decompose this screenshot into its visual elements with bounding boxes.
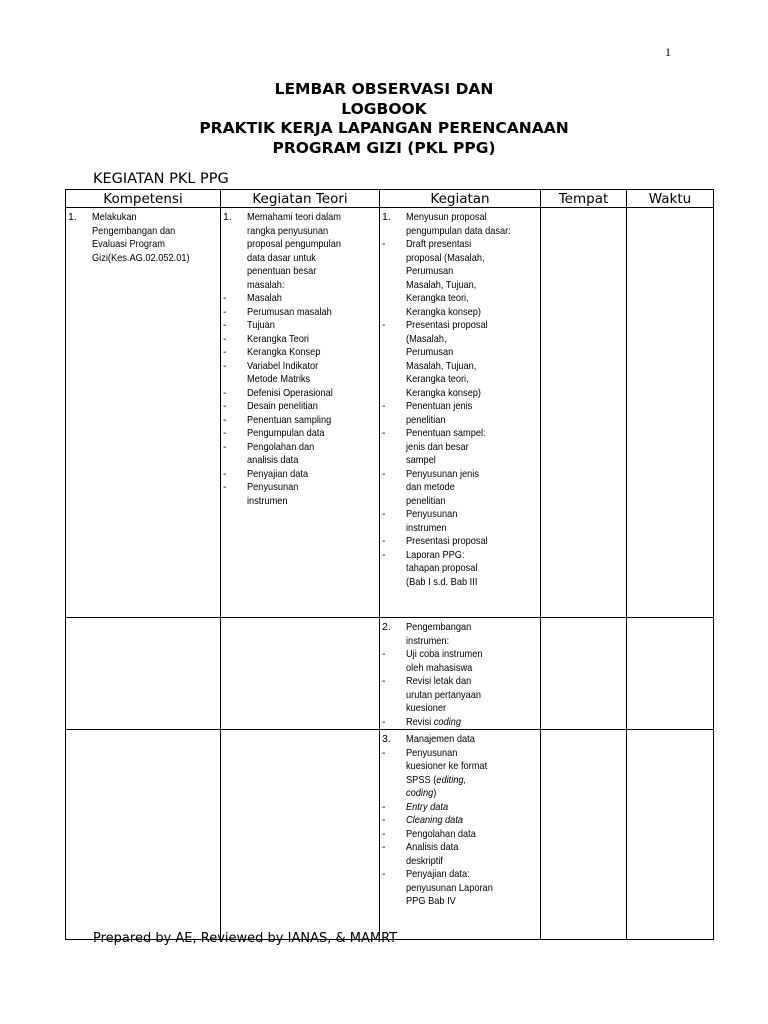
text-line: Metode Matriks <box>247 373 311 385</box>
text-line: Menyusun proposal <box>406 211 487 223</box>
list-item <box>382 801 538 815</box>
cell-waktu <box>627 730 714 940</box>
list-item <box>223 387 377 401</box>
list-item <box>223 360 377 387</box>
text-line: Variabel Indikator <box>247 359 319 372</box>
bullet-dash: - <box>223 467 227 480</box>
bullet-dash: - <box>223 319 227 331</box>
bullet-dash: - <box>223 332 227 345</box>
list-item <box>382 535 538 549</box>
text-line: Pengembangan <box>406 621 472 633</box>
text-line <box>406 716 537 730</box>
bullet-dash: - <box>223 305 227 318</box>
list-item <box>382 319 538 400</box>
item-number: 2. <box>382 621 391 633</box>
table-row <box>66 730 714 940</box>
text-line: Penentuan sampel: <box>406 427 486 439</box>
text-segment-italic: coding <box>406 787 434 799</box>
bullet-dash: - <box>382 319 386 331</box>
text-line: urutan pertanyaan <box>406 688 482 701</box>
text-line: Kerangka Konsep <box>247 346 321 358</box>
list-item <box>382 841 538 868</box>
bullet-dash: - <box>382 400 386 412</box>
cell-kegiatan-teori <box>221 208 380 618</box>
text-line: Penyusunan <box>247 481 299 493</box>
column-header-kegiatan: Kegiatan <box>380 190 541 208</box>
text-line: Perumusan <box>406 265 454 277</box>
cell-tempat <box>541 618 627 730</box>
text-line <box>406 774 537 788</box>
cell-kompetensi <box>66 618 221 730</box>
bullet-dash: - <box>382 827 386 840</box>
list-item <box>223 292 377 306</box>
bullet-dash: - <box>382 841 386 853</box>
text-line: Penentuan sampling <box>247 413 332 426</box>
text-line: Masalah, Tujuan, <box>406 278 477 291</box>
list-item <box>382 468 538 509</box>
text-line: Masalah, Tujuan, <box>406 359 477 372</box>
table-row <box>66 618 714 730</box>
column-header-kegiatan-teori: Kegiatan Teori <box>221 190 380 208</box>
list-item <box>223 414 377 428</box>
text-line: PPG Bab IV <box>406 895 456 907</box>
document-title <box>60 80 708 158</box>
text-line: oleh mahasiswa <box>406 661 473 674</box>
text-line: Uji coba instrumen <box>406 648 483 660</box>
cell-tempat <box>541 208 627 618</box>
text-line: Entry data <box>406 800 449 813</box>
cell-kegiatan <box>380 208 541 618</box>
text-line: Penyusunan <box>406 508 458 520</box>
list-item <box>223 346 377 360</box>
cell-waktu <box>627 208 714 618</box>
text-line: Penyajian data: <box>406 868 470 880</box>
text-line: Penentuan jenis <box>406 400 473 412</box>
text-line: (Masalah, <box>406 332 447 345</box>
text-line: Manajemen data <box>406 733 475 745</box>
table-header-row <box>66 190 714 208</box>
text-segment-italic: editing, <box>436 773 467 786</box>
text-line: proposal pengumpulan <box>247 238 342 250</box>
bullet-list <box>382 828 538 909</box>
list-item <box>382 747 538 801</box>
text-line: Kerangka teori, <box>406 292 469 304</box>
bullet-dash: - <box>223 292 227 304</box>
bullet-dash: - <box>223 481 227 493</box>
bullet-dash: - <box>382 548 386 561</box>
title-line: PROGRAM GIZI (PKL PPG) <box>272 138 496 157</box>
text-line: Cleaning data <box>406 814 464 826</box>
bullet-dash: - <box>382 467 386 480</box>
text-line: Pengolahan dan <box>247 440 315 453</box>
cell-kegiatan <box>380 730 541 940</box>
page-number: 1 <box>665 45 671 59</box>
bullet-dash: - <box>223 413 227 426</box>
text-line: penelitian <box>406 494 446 507</box>
cell-kegiatan <box>380 618 541 730</box>
cell-kegiatan-teori <box>221 730 380 940</box>
cell-waktu <box>627 618 714 730</box>
table-row <box>66 208 714 618</box>
bullet-dash: - <box>382 648 386 660</box>
text-line: Gizi(Kes.AG.02.052.01) <box>92 251 190 264</box>
section-heading: KEGIATAN PKL PPG <box>93 171 229 187</box>
bullet-list <box>382 238 538 589</box>
list-item <box>223 319 377 333</box>
list-item <box>382 716 538 730</box>
text-line: Desain penelitian <box>247 400 318 412</box>
list-item <box>382 238 538 319</box>
text-line: penelitian <box>406 413 446 426</box>
text-line <box>406 787 537 801</box>
text-line: instrumen <box>406 521 447 534</box>
text-line: Penyusunan jenis <box>406 467 479 480</box>
list-item <box>382 427 538 468</box>
column-header-waktu: Waktu <box>627 190 714 208</box>
column-header-tempat: Tempat <box>541 190 627 208</box>
text-line: Penyusunan <box>406 746 458 759</box>
bullet-dash: - <box>223 440 227 453</box>
text-line: instrumen: <box>406 634 450 647</box>
bullet-dash: - <box>382 427 386 439</box>
list-item <box>382 648 538 675</box>
text-line: instrumen <box>247 494 288 507</box>
item-number: 1. <box>382 211 391 223</box>
text-line: rangka penyusunan <box>247 224 329 237</box>
text-line: kuesioner ke format <box>406 760 488 772</box>
list-item <box>382 814 538 828</box>
text-line: pengumpulan data dasar: <box>406 224 511 237</box>
bullet-list <box>382 648 538 716</box>
text-segment: ) <box>433 787 437 799</box>
bullet-dash: - <box>382 868 386 880</box>
text-line: data dasar untuk <box>247 251 316 264</box>
text-line: Masalah <box>247 292 282 304</box>
list-item <box>382 828 538 842</box>
list-item <box>223 306 377 320</box>
item-number: 3. <box>382 733 391 745</box>
text-line: Pengembangan dan <box>92 224 176 237</box>
text-line: Presentasi proposal <box>406 319 488 331</box>
list-item <box>382 868 538 909</box>
list-item <box>382 675 538 716</box>
text-line: Pengumpulan data <box>247 427 325 439</box>
cell-kompetensi <box>66 208 221 618</box>
text-line: Penyajian data <box>247 467 309 480</box>
list-item <box>223 468 377 482</box>
bullet-dash: - <box>223 359 227 372</box>
text-line: Presentasi proposal <box>406 535 488 547</box>
list-item <box>223 441 377 468</box>
logbook-table <box>65 189 714 940</box>
text-segment: Revisi <box>406 715 434 728</box>
bullet-dash: - <box>382 238 386 250</box>
text-line: penyusunan Laporan <box>406 881 493 894</box>
list-item <box>223 400 377 414</box>
column-header-kompetensi: Kompetensi <box>66 190 221 208</box>
bullet-dash: - <box>223 386 227 399</box>
title-line: PRAKTIK KERJA LAPANGAN PERENCANAAN <box>199 119 569 137</box>
bullet-dash: - <box>382 800 386 813</box>
list-item <box>223 333 377 347</box>
bullet-dash: - <box>223 346 227 358</box>
text-line: kuesioner <box>406 702 447 714</box>
text-line: deskriptif <box>406 854 443 867</box>
bullet-dash: - <box>382 508 386 520</box>
footer-credits: Prepared by AE, Reviewed by IANAS, & MAMRT <box>93 931 398 946</box>
bullet-dash: - <box>382 715 386 728</box>
text-line: Pengolahan data <box>406 827 476 840</box>
text-line: Perumusan masalah <box>247 305 332 318</box>
text-line: Perumusan <box>406 346 454 358</box>
text-line: Defenisi Operasional <box>247 386 333 399</box>
cell-kompetensi <box>66 730 221 940</box>
bullet-dash: - <box>382 814 386 826</box>
text-line: masalah: <box>247 278 285 291</box>
text-line: Memahami teori dalam <box>247 211 341 223</box>
title-line: LOGBOOK <box>341 99 427 118</box>
bullet-dash: - <box>223 427 227 439</box>
text-line: tahapan proposal <box>406 562 478 574</box>
text-segment: SPSS ( <box>406 773 437 786</box>
list-item <box>382 508 538 535</box>
text-line: (Bab I s.d. Bab III <box>406 575 478 588</box>
text-line: Kerangka Teori <box>247 332 309 345</box>
text-line: penentuan besar <box>247 265 317 277</box>
item-number: 1. <box>223 211 232 223</box>
text-line: Evaluasi Program <box>92 238 165 250</box>
list-item <box>223 481 377 508</box>
text-line: dan metode <box>406 481 455 493</box>
text-line: Melakukan <box>92 211 137 223</box>
bullet-dash: - <box>382 746 386 759</box>
text-line: Revisi letak dan <box>406 675 472 687</box>
cell-kegiatan-teori <box>221 618 380 730</box>
bullet-dash: - <box>382 535 386 547</box>
bullet-dash: - <box>382 675 386 687</box>
text-line: proposal (Masalah, <box>406 251 485 264</box>
text-line: jenis dan besar <box>406 440 469 453</box>
title-line: LEMBAR OBSERVASI DAN <box>274 80 494 98</box>
text-line: analisis data <box>247 454 299 466</box>
bullet-dash: - <box>223 400 227 412</box>
list-item <box>382 549 538 590</box>
text-line: Analisis data <box>406 841 459 853</box>
text-line: Laporan PPG: <box>406 548 465 561</box>
cell-tempat <box>541 730 627 940</box>
text-line: Tujuan <box>247 319 275 331</box>
text-segment-italic: coding <box>433 715 461 728</box>
text-line: Kerangka teori, <box>406 373 469 385</box>
text-line: Kerangka konsep) <box>406 386 482 399</box>
list-item <box>223 427 377 441</box>
item-number: 1. <box>68 211 77 223</box>
text-line: Kerangka konsep) <box>406 305 482 318</box>
text-line: sampel <box>406 454 436 466</box>
bullet-list <box>223 292 377 508</box>
list-item <box>382 400 538 427</box>
text-line: Draft presentasi <box>406 238 472 250</box>
